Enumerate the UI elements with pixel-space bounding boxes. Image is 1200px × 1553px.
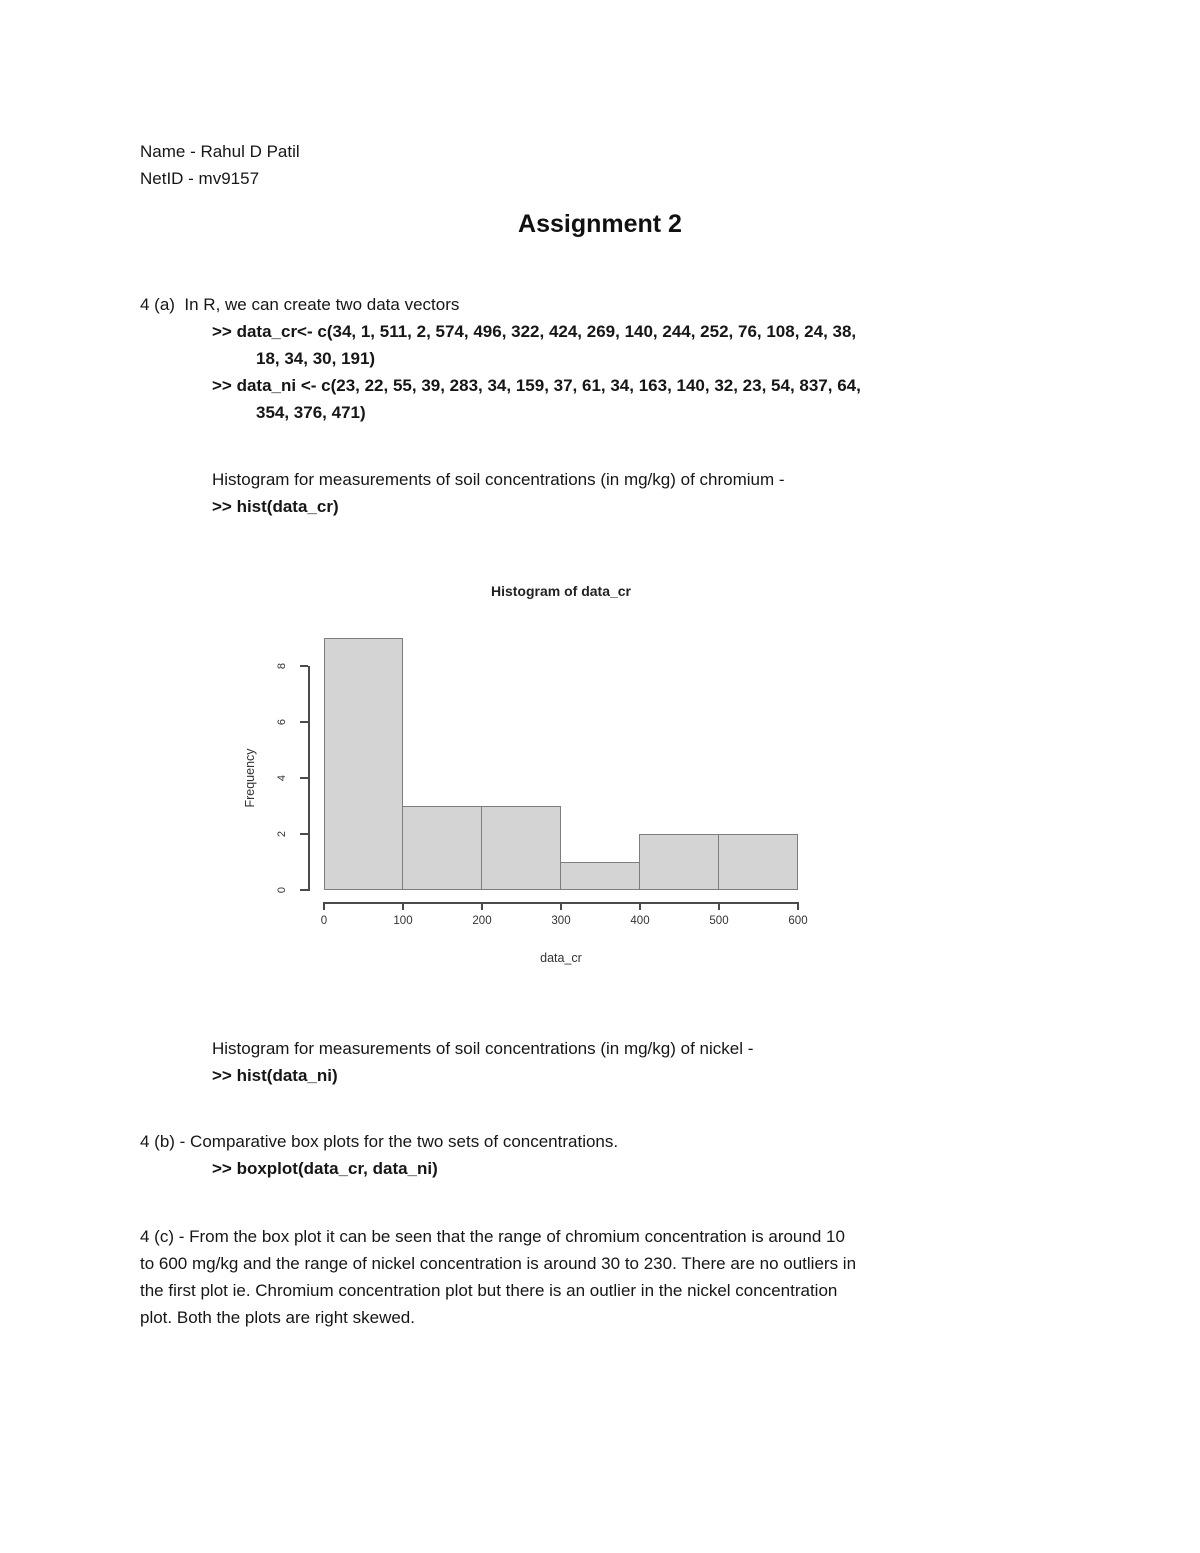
y-axis-line bbox=[308, 666, 310, 891]
section-4c-line1: 4 (c) - From the box plot it can be seen that the range of chromium concentration is around 10 bbox=[140, 1227, 845, 1246]
x-axis-tick-label: 600 bbox=[788, 915, 808, 927]
y-axis-tick bbox=[300, 665, 308, 667]
x-axis-tick bbox=[402, 902, 404, 910]
section-4c-line3: the first plot ie. Chromium concentration plot but there is an outlier in the nickel concentration bbox=[140, 1281, 838, 1300]
y-axis-tick bbox=[300, 889, 308, 891]
x-axis-tick-label: 0 bbox=[320, 915, 328, 927]
x-axis-tick-label: 100 bbox=[393, 915, 413, 927]
y-axis-label: Frequency bbox=[243, 748, 257, 808]
x-axis-tick-label: 200 bbox=[472, 915, 492, 927]
section-4a-intro: 4 (a) In R, we can create two data vectors bbox=[140, 295, 460, 314]
histogram-bar bbox=[718, 834, 798, 890]
x-axis-tick bbox=[560, 902, 562, 910]
histogram-chart bbox=[230, 578, 892, 988]
y-axis-tick-label: 2 bbox=[276, 830, 288, 838]
y-axis-tick-label: 8 bbox=[276, 662, 288, 670]
x-axis-tick-label: 500 bbox=[709, 915, 729, 927]
y-axis-tick bbox=[300, 777, 308, 779]
histogram-bar bbox=[481, 806, 561, 890]
x-axis-tick bbox=[323, 902, 325, 910]
histogram-bar bbox=[402, 806, 482, 890]
assignment-title: Assignment 2 bbox=[518, 210, 682, 238]
section-4c-line4: plot. Both the plots are right skewed. bbox=[140, 1308, 415, 1327]
section-4b-text: 4 (b) - Comparative box plots for the two sets of concentrations. bbox=[140, 1132, 619, 1151]
x-axis-tick bbox=[718, 902, 720, 910]
code-data-ni-line1: >> data_ni <- c(23, 22, 55, 39, 283, 34, 159, 37, 61, 34, 163, 140, 32, 23, 54, 837, 64, bbox=[212, 376, 861, 395]
y-axis-tick-label: 0 bbox=[276, 886, 288, 894]
student-name-line: Name - Rahul D Patil bbox=[140, 142, 300, 161]
x-axis-label: data_cr bbox=[540, 951, 582, 965]
section-4b-command: >> boxplot(data_cr, data_ni) bbox=[212, 1159, 438, 1178]
section-4c-line2: to 600 mg/kg and the range of nickel concentration is around 30 to 230. There are no outliers in bbox=[140, 1254, 857, 1273]
y-axis-tick-label: 6 bbox=[276, 718, 288, 726]
student-netid-line: NetID - mv9157 bbox=[140, 169, 260, 188]
code-data-ni-line2: 354, 376, 471) bbox=[256, 403, 366, 422]
histogram-bar bbox=[324, 638, 403, 890]
chart-title: Histogram of data_cr bbox=[490, 583, 632, 599]
x-axis-tick bbox=[481, 902, 483, 910]
y-axis-tick bbox=[300, 833, 308, 835]
histogram-bar bbox=[639, 834, 719, 890]
histogram-nickel-command: >> hist(data_ni) bbox=[212, 1066, 338, 1085]
histogram-chromium-caption: Histogram for measurements of soil concentrations (in mg/kg) of chromium - bbox=[212, 470, 785, 489]
code-data-cr-line2: 18, 34, 30, 191) bbox=[256, 349, 376, 368]
histogram-chromium-command: >> hist(data_cr) bbox=[212, 497, 339, 516]
x-axis-tick bbox=[639, 902, 641, 910]
x-axis-tick-label: 300 bbox=[551, 915, 571, 927]
x-axis-tick bbox=[797, 902, 799, 910]
histogram-bar bbox=[560, 862, 640, 890]
x-axis-tick-label: 400 bbox=[630, 915, 650, 927]
code-data-cr-line1: >> data_cr<- c(34, 1, 511, 2, 574, 496, 322, 424, 269, 140, 244, 252, 76, 108, 24, 38, bbox=[212, 322, 857, 341]
y-axis-tick-label: 4 bbox=[276, 774, 288, 782]
histogram-nickel-caption: Histogram for measurements of soil concentrations (in mg/kg) of nickel - bbox=[212, 1039, 754, 1058]
y-axis-tick bbox=[300, 721, 308, 723]
